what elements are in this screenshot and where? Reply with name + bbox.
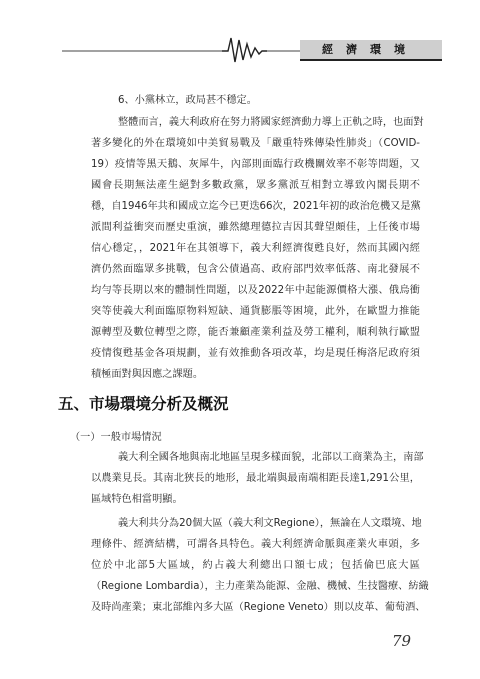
- paragraph-line: 位於中北部5大區域，約占義大利總出口額七成；包括倫巴底大區: [91, 560, 420, 571]
- paragraph-line: 國會長期無法產生絕對多數政黨，眾多黨派互相對立導致內閣長期不: [91, 180, 420, 191]
- paragraph-line: 派間利益衝突而歷史重演，雖然總理德拉吉因其聲望頗佳，上任後市場: [91, 222, 420, 233]
- header-title: 經濟環境: [322, 43, 418, 56]
- paragraph-line: 突等使義大利面臨原物料短缺、通貨膨脹等困境，此外，在歐盟力推能: [91, 306, 420, 317]
- paragraph-line: 著多變化的外在環境如中美貿易戰及「嚴重特殊傳染性肺炎」（COVID-: [91, 138, 420, 149]
- paragraph-line: 及時尚產業；東北部維內多大區（Regione Veneto）則以皮革、葡萄酒、: [91, 602, 426, 613]
- paragraph-line: 疫情復甦基金各項規劃，並有效推動各項改革，均是現任梅洛尼政府須: [91, 348, 420, 359]
- paragraph-line: 義大利共分為20個大區（義大利文Regione），無論在人文環境、地: [118, 518, 422, 529]
- heartbeat-line-icon: [222, 38, 267, 62]
- running-header: [0, 0, 480, 70]
- paragraph-line: 區域特色相當明顯。: [91, 494, 183, 505]
- paragraph-line: 信心穩定，，2021年在其領導下，義大利經濟復甦良好，然而其國內經: [91, 243, 420, 254]
- paragraph-line: 整體而言，義大利政府在努力將國家經濟動力導上正軌之時，也面對: [118, 117, 424, 128]
- list-item: 6、小黨林立，政局甚不穩定。: [118, 95, 257, 106]
- paragraph-line: 義大利全國各地與南北地區呈現多樣面貌，北部以工商業為主，南部: [118, 452, 424, 463]
- paragraph-line: （Regione Lombardia），主力產業為能源、金融、機械、生技醫療、紡織: [91, 581, 429, 592]
- paragraph-line: 均勻等長期以來的體制性問題，以及2022年中起能源價格大漲、俄烏衝: [91, 285, 420, 296]
- paragraph-line: 源轉型及數位轉型之際，能否兼顧產業利益及勞工權利，順利執行歐盟: [91, 327, 420, 338]
- paragraph-line: 以農業見長。其南北狹長的地形，最北端與最南端相距長達1,291公里，: [91, 473, 420, 484]
- paragraph-line: 濟仍然面臨眾多挑戰，包含公債過高、政府部門效率低落、南北發展不: [91, 264, 420, 275]
- subsection-title: （一）一般市場情況: [70, 432, 162, 443]
- section-title: 五、市場環境分析及概況: [58, 394, 229, 413]
- paragraph-line: 理條件、經濟結構，可謂各具特色。義大利經濟命脈與產業火車頭，多: [91, 539, 420, 550]
- paragraph-line: 穩，自1946年共和國成立迄今已更迭66次，2021年初的政治危機又是黨: [91, 201, 421, 212]
- paragraph-line: 積極面對與因應之課題。: [91, 369, 204, 380]
- page-number: 79: [392, 632, 412, 650]
- paragraph-line: 19）疫情等黑天鵝、灰犀牛，內部則面臨行政機關效率不彰等問題，又: [91, 159, 420, 170]
